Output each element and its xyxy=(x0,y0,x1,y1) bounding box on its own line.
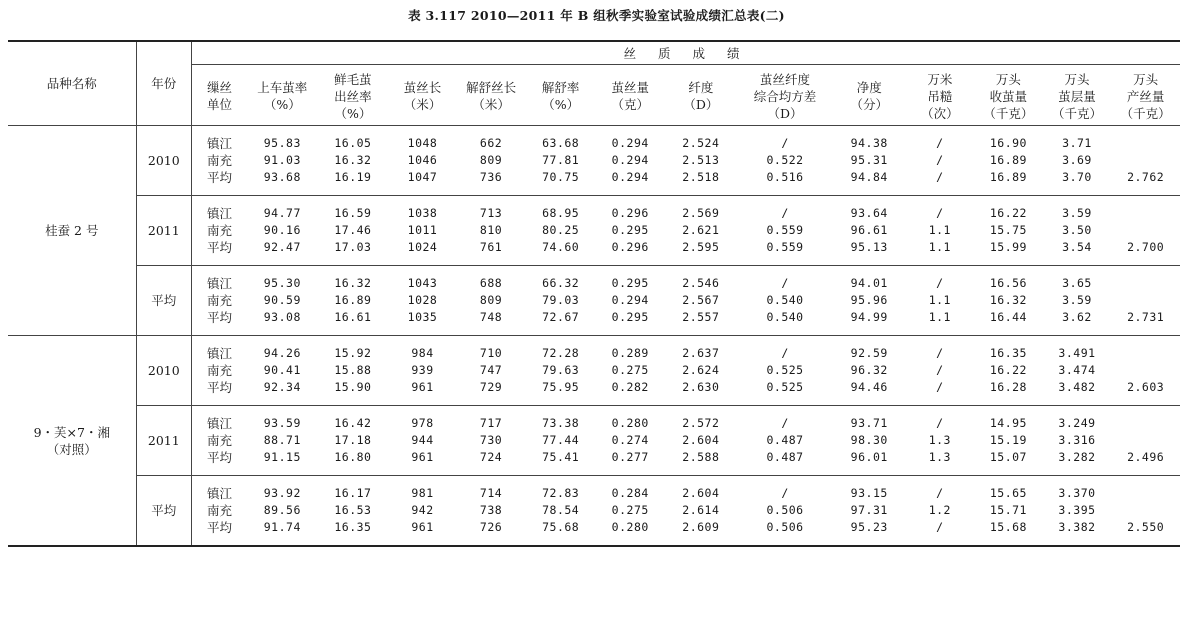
value-cell: / 0.559 0.559 xyxy=(737,196,833,266)
value-cell: 1038 1011 1024 xyxy=(388,196,457,266)
value-cell: 92.59 96.32 94.46 xyxy=(833,336,906,406)
value-cell: 3.491 3.474 3.482 xyxy=(1043,336,1112,406)
value-cell: 2.637 2.624 2.630 xyxy=(665,336,738,406)
value-cell: / 1.1 1.1 xyxy=(906,196,975,266)
value-cell: / / / xyxy=(906,336,975,406)
year-cell: 平均 xyxy=(136,266,191,336)
value-cell: / 1.2 / xyxy=(906,476,975,547)
column-header: 茧丝长 （米） xyxy=(388,65,457,126)
value-cell: 0.289 0.275 0.282 xyxy=(596,336,665,406)
value-cell: / 0.522 0.516 xyxy=(737,126,833,196)
value-cell: / 0.487 0.487 xyxy=(737,406,833,476)
value-cell: 2.604 2.614 2.609 xyxy=(665,476,738,547)
value-cell: / / / xyxy=(906,126,975,196)
value-cell: 95.83 91.03 93.68 xyxy=(247,126,318,196)
unit-cell: 镇江 南充 平均 xyxy=(192,196,247,266)
value-cell: 68.95 80.25 74.60 xyxy=(525,196,596,266)
value-cell: 95.30 90.59 93.08 xyxy=(247,266,318,336)
value-cell: 16.05 16.32 16.19 xyxy=(318,126,389,196)
silk-yield-cell: 2.731 xyxy=(1111,266,1180,336)
value-cell: 15.92 15.88 15.90 xyxy=(318,336,389,406)
value-cell: 15.65 15.71 15.68 xyxy=(974,476,1043,547)
value-cell: 14.95 15.19 15.07 xyxy=(974,406,1043,476)
unit-cell: 镇江 南充 平均 xyxy=(192,476,247,547)
value-cell: 2.569 2.621 2.595 xyxy=(665,196,738,266)
column-header: 解舒丝长 （米） xyxy=(457,65,526,126)
value-cell: 662 809 736 xyxy=(457,126,526,196)
header-variety: 品种名称 xyxy=(8,41,136,126)
value-cell: 94.38 95.31 94.84 xyxy=(833,126,906,196)
value-cell: 0.296 0.295 0.296 xyxy=(596,196,665,266)
value-cell: 94.77 90.16 92.47 xyxy=(247,196,318,266)
header-silk-quality: 丝 质 成 绩 xyxy=(192,41,1180,65)
unit-cell: 镇江 南充 平均 xyxy=(192,336,247,406)
variety-name: 9・芙×7・湘 （对照） xyxy=(8,336,136,547)
value-cell: 93.71 98.30 96.01 xyxy=(833,406,906,476)
value-cell: 2.572 2.604 2.588 xyxy=(665,406,738,476)
value-cell: 0.295 0.294 0.295 xyxy=(596,266,665,336)
table-row xyxy=(8,196,1180,266)
value-cell: 93.15 97.31 95.23 xyxy=(833,476,906,547)
silk-yield-cell: 2.603 xyxy=(1111,336,1180,406)
value-cell: 3.370 3.395 3.382 xyxy=(1043,476,1112,547)
value-cell: 72.83 78.54 75.68 xyxy=(525,476,596,547)
value-cell: 0.294 0.294 0.294 xyxy=(596,126,665,196)
value-cell: 93.92 89.56 91.74 xyxy=(247,476,318,547)
value-cell: 73.38 77.44 75.41 xyxy=(525,406,596,476)
unit-cell: 镇江 南充 平均 xyxy=(192,126,247,196)
value-cell: / 0.540 0.540 xyxy=(737,266,833,336)
value-cell: / 1.3 1.3 xyxy=(906,406,975,476)
year-cell: 平均 xyxy=(136,476,191,547)
value-cell: 16.22 15.75 15.99 xyxy=(974,196,1043,266)
year-cell: 2011 xyxy=(136,406,191,476)
column-header: 纤度 （D） xyxy=(665,65,738,126)
value-cell: 16.42 17.18 16.80 xyxy=(318,406,389,476)
value-cell: 717 730 724 xyxy=(457,406,526,476)
column-header: 万米 吊糙 （次） xyxy=(906,65,975,126)
value-cell: 16.59 17.46 17.03 xyxy=(318,196,389,266)
value-cell: 16.17 16.53 16.35 xyxy=(318,476,389,547)
unit-cell: 镇江 南充 平均 xyxy=(192,266,247,336)
value-cell: 713 810 761 xyxy=(457,196,526,266)
column-header: 万头 茧层量 （千克） xyxy=(1043,65,1112,126)
value-cell: / 0.506 0.506 xyxy=(737,476,833,547)
value-cell: 63.68 77.81 70.75 xyxy=(525,126,596,196)
value-cell: 72.28 79.63 75.95 xyxy=(525,336,596,406)
column-header: 净度 （分） xyxy=(833,65,906,126)
year-cell: 2010 xyxy=(136,336,191,406)
table-row xyxy=(8,266,1180,336)
column-header: 茧丝量 （克） xyxy=(596,65,665,126)
value-cell: 16.35 16.22 16.28 xyxy=(974,336,1043,406)
value-cell: 688 809 748 xyxy=(457,266,526,336)
column-header: 万头 产丝量 （千克） xyxy=(1111,65,1180,126)
year-cell: 2010 xyxy=(136,126,191,196)
silk-yield-cell: 2.700 xyxy=(1111,196,1180,266)
year-cell: 2011 xyxy=(136,196,191,266)
column-header: 鲜毛茧 出丝率 （%） xyxy=(318,65,389,126)
value-cell: 710 747 729 xyxy=(457,336,526,406)
table-row xyxy=(8,126,1180,196)
value-cell: 0.284 0.275 0.280 xyxy=(596,476,665,547)
value-cell: / 0.525 0.525 xyxy=(737,336,833,406)
value-cell: 3.59 3.50 3.54 xyxy=(1043,196,1112,266)
variety-name: 桂蚕 2 号 xyxy=(8,126,136,336)
value-cell: 3.65 3.59 3.62 xyxy=(1043,266,1112,336)
value-cell: 93.59 88.71 91.15 xyxy=(247,406,318,476)
value-cell: 3.71 3.69 3.70 xyxy=(1043,126,1112,196)
silk-yield-cell: 2.762 xyxy=(1111,126,1180,196)
value-cell: 2.546 2.567 2.557 xyxy=(665,266,738,336)
value-cell: 94.26 90.41 92.34 xyxy=(247,336,318,406)
value-cell: 981 942 961 xyxy=(388,476,457,547)
value-cell: 1043 1028 1035 xyxy=(388,266,457,336)
value-cell: / 1.1 1.1 xyxy=(906,266,975,336)
value-cell: 16.32 16.89 16.61 xyxy=(318,266,389,336)
value-cell: 16.56 16.32 16.44 xyxy=(974,266,1043,336)
value-cell: 714 738 726 xyxy=(457,476,526,547)
value-cell: 2.524 2.513 2.518 xyxy=(665,126,738,196)
silk-yield-cell: 2.496 xyxy=(1111,406,1180,476)
table-body xyxy=(8,126,1180,547)
column-header: 万头 收茧量 （千克） xyxy=(974,65,1043,126)
value-cell: 93.64 96.61 95.13 xyxy=(833,196,906,266)
unit-cell: 镇江 南充 平均 xyxy=(192,406,247,476)
table-row xyxy=(8,406,1180,476)
column-header: 茧丝纤度 综合均方差 （D） xyxy=(737,65,833,126)
value-cell: 3.249 3.316 3.282 xyxy=(1043,406,1112,476)
value-cell: 0.280 0.274 0.277 xyxy=(596,406,665,476)
value-cell: 984 939 961 xyxy=(388,336,457,406)
column-header: 上车茧率 （%） xyxy=(247,65,318,126)
value-cell: 1048 1046 1047 xyxy=(388,126,457,196)
results-table xyxy=(8,40,1180,547)
table-title: 表 3.117 2010—2011 年 B 组秋季实验室试验成绩汇总表(二) xyxy=(408,8,785,23)
silk-yield-cell: 2.550 xyxy=(1111,476,1180,547)
column-header: 缫丝 单位 xyxy=(192,65,247,126)
value-cell: 94.01 95.96 94.99 xyxy=(833,266,906,336)
column-header: 解舒率 （%） xyxy=(525,65,596,126)
table-row xyxy=(8,336,1180,406)
table-row xyxy=(8,476,1180,547)
header-year: 年份 xyxy=(136,41,191,126)
value-cell: 978 944 961 xyxy=(388,406,457,476)
value-cell: 16.90 16.89 16.89 xyxy=(974,126,1043,196)
value-cell: 66.32 79.03 72.67 xyxy=(525,266,596,336)
